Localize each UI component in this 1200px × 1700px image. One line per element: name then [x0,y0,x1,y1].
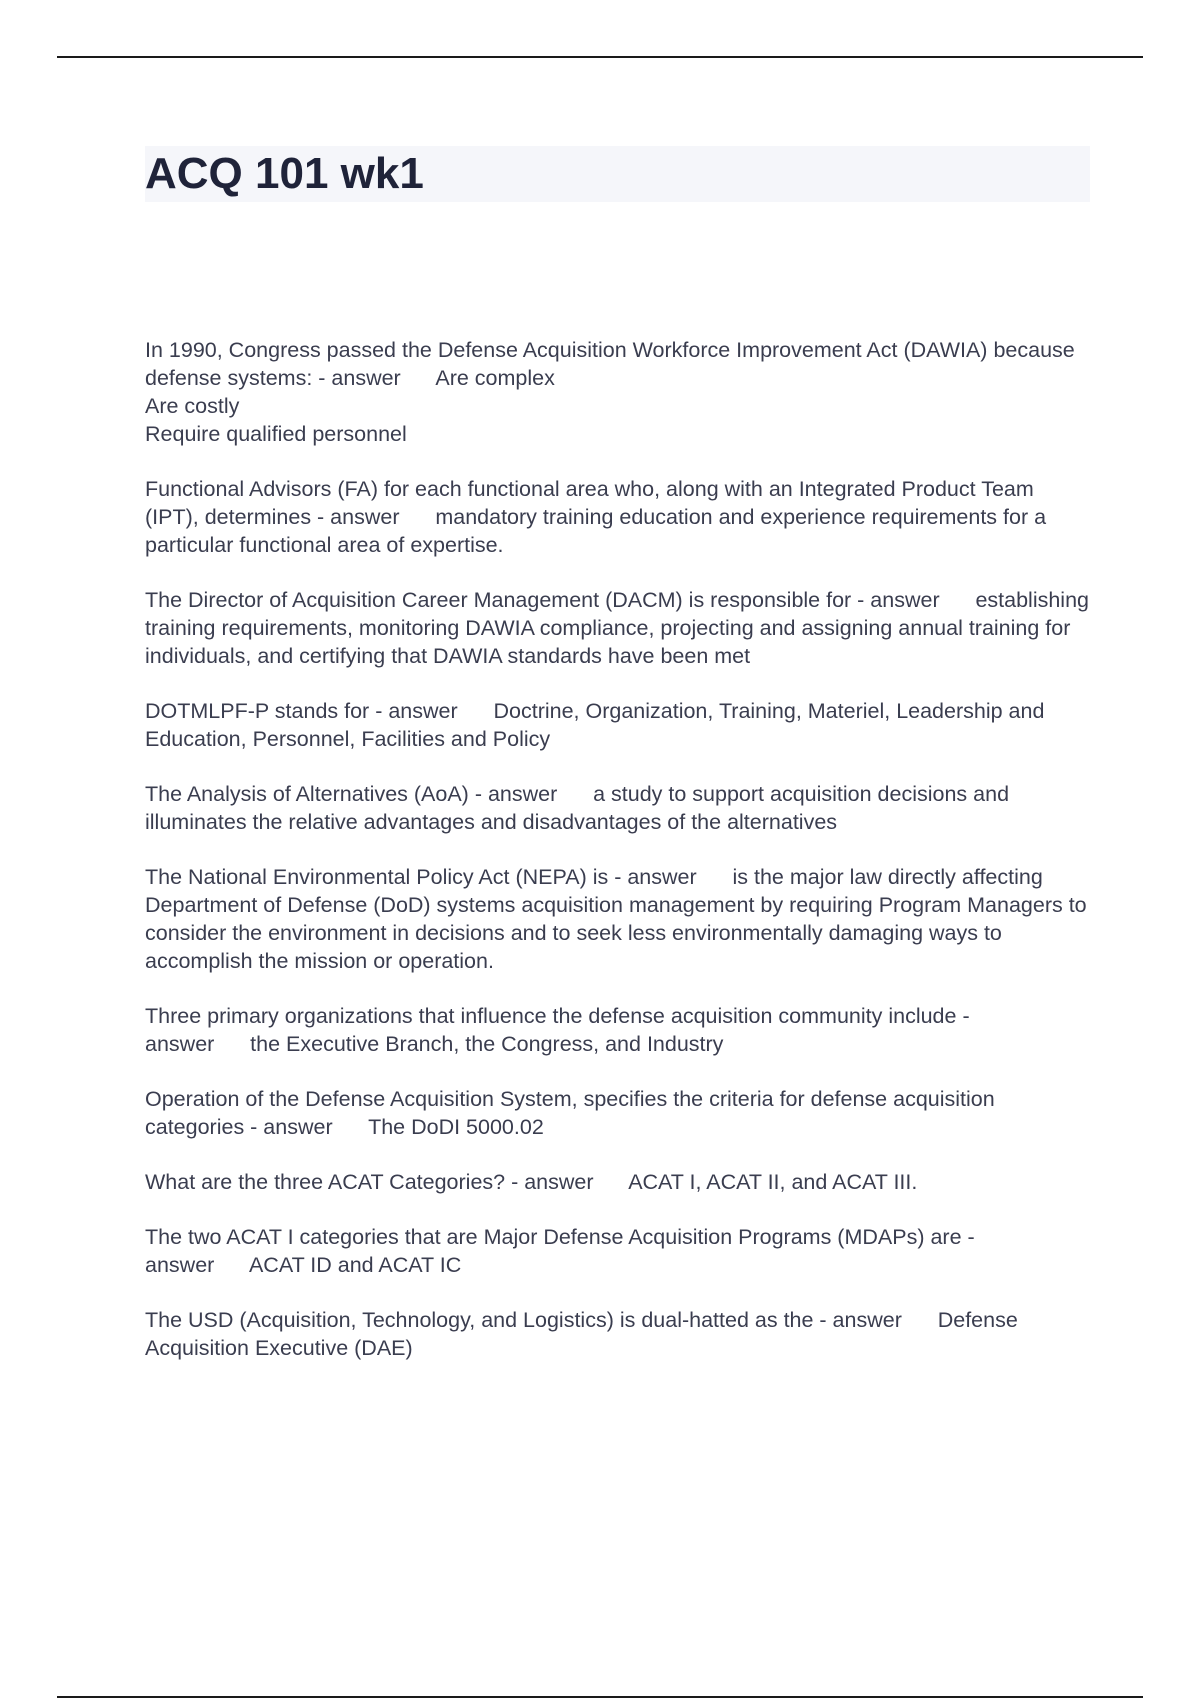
qa-item [145,1306,1090,1362]
qa-item [145,586,1095,670]
qa-item [145,475,1090,559]
bottom-divider [57,1696,1143,1698]
qa-question: The Director of Acquisition Career Management (DACM) is responsible for - answer [145,588,940,613]
qa-answer: the Executive Branch, the Congress, and Industry [250,1032,724,1057]
qa-question: In 1990, Congress passed the Defense Acquisition Workforce Improvement Act (DAWIA) because defense systems: - answer [145,338,1081,391]
qa-question: The National Environmental Policy Act (NEPA) is - answer [145,865,697,890]
document-body [145,146,1095,1389]
qa-item [145,1168,1090,1196]
document-title: ACQ 101 wk1 [145,146,1090,202]
qa-answer: Defense Acquisition Executive (DAE) [145,1308,1023,1361]
qa-list [145,336,1095,1362]
qa-question: The USD (Acquisition, Technology, and Logistics) is dual-hatted as the - answer [145,1308,902,1333]
qa-item [145,780,1090,836]
qa-question: What are the three ACAT Categories? - answer [145,1170,594,1195]
qa-answer: ACAT I, ACAT II, and ACAT III. [628,1170,918,1195]
qa-item [145,1223,1090,1279]
qa-question: The two ACAT I categories that are Major Defense Acquisition Programs (MDAPs) are - answer [145,1225,981,1278]
qa-item [145,697,1090,753]
qa-item [145,1002,1090,1058]
qa-item [145,863,1093,975]
qa-answer: Are complex Are costly Require qualified personnel [145,366,555,447]
qa-question: Operation of the Defense Acquisition System, specifies the criteria for defense acquisition categories - answer [145,1087,1001,1140]
qa-answer: ACAT ID and ACAT IC [248,1253,462,1278]
qa-item [145,336,1090,448]
top-divider [57,56,1143,58]
qa-answer: Doctrine, Organization, Training, Materiel, Leadership and Education, Personnel, Facilities and Policy [145,699,1051,752]
qa-answer: a study to support acquisition decisions and illuminates the relative advantages and disadvantages of the alternatives [145,782,1016,835]
qa-answer: mandatory training education and experience requirements for a particular functional area of expertise. [145,505,1053,558]
qa-question: Three primary organizations that influence the defense acquisition community include - answer [145,1004,976,1057]
qa-answer: The DoDI 5000.02 [368,1115,544,1140]
qa-item [145,1085,1090,1141]
qa-question: DOTMLPF-P stands for - answer [145,699,458,724]
qa-answer: establishing training requirements, monitoring DAWIA compliance, projecting and assigning annual training for individuals, and certifying that DAWIA standards have been met [145,588,1095,669]
qa-question: The Analysis of Alternatives (AoA) - answer [145,782,558,807]
qa-answer: is the major law directly affecting Department of Defense (DoD) systems acquisition management by requiring Program Managers to consider the environment in decisions and to seek less environmentally damaging ways to accomplish the mission or operation. [145,865,1093,974]
qa-question: Functional Advisors (FA) for each functional area who, along with an Integrated Product Team (IPT), determines - answer [145,477,1040,530]
